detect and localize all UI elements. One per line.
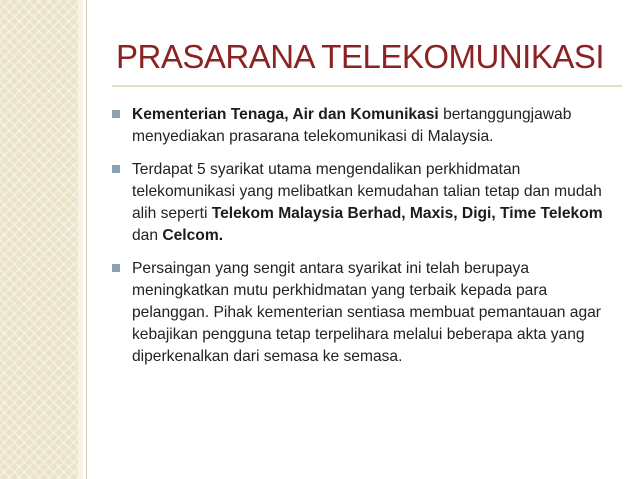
company-names: Telekom Malaysia Berhad, Maxis, Digi, Time Telekom xyxy=(211,205,603,222)
decorative-side-line xyxy=(86,0,87,479)
slide-title: PRASARANA TELEKOMUNIKASI xyxy=(116,38,605,75)
bullet-text-connector: dan xyxy=(132,227,163,244)
bullet-text: Terdapat 5 syarikat utama mengendalikan perkhidmatan telekomunikasi yang melibatkan kemudahan talian tetap dan mudah alih seperti xyxy=(132,161,602,222)
decorative-side-band xyxy=(0,0,78,479)
bullet-text: Persaingan yang sengit antara syarikat ini telah berupaya meningkatkan mutu perkhidmatan yang terbaik kepada para pelanggan. Pihak kementerian sentiasa membuat pemantauan agar kebajikan pengguna tetap terpelihara melalui beberapa akta yang diperkenalkan dari semasa ke semasa. xyxy=(132,260,601,365)
bullet-item-competition xyxy=(112,258,608,368)
square-bullet-icon xyxy=(112,264,120,272)
bullet-text: bertanggungjawab menyediakan prasarana telekomunikasi di Malaysia. xyxy=(132,106,572,145)
square-bullet-icon xyxy=(112,165,120,173)
bullet-item-companies xyxy=(112,159,608,247)
title-divider xyxy=(112,85,622,87)
bullet-list xyxy=(112,104,608,368)
company-name-celcom: Celcom. xyxy=(162,227,224,244)
ministry-name: Kementerian Tenaga, Air dan Komunikasi xyxy=(132,106,439,123)
square-bullet-icon xyxy=(112,110,120,118)
bullet-item-ministry xyxy=(112,104,608,148)
decorative-side-rule xyxy=(78,0,83,479)
